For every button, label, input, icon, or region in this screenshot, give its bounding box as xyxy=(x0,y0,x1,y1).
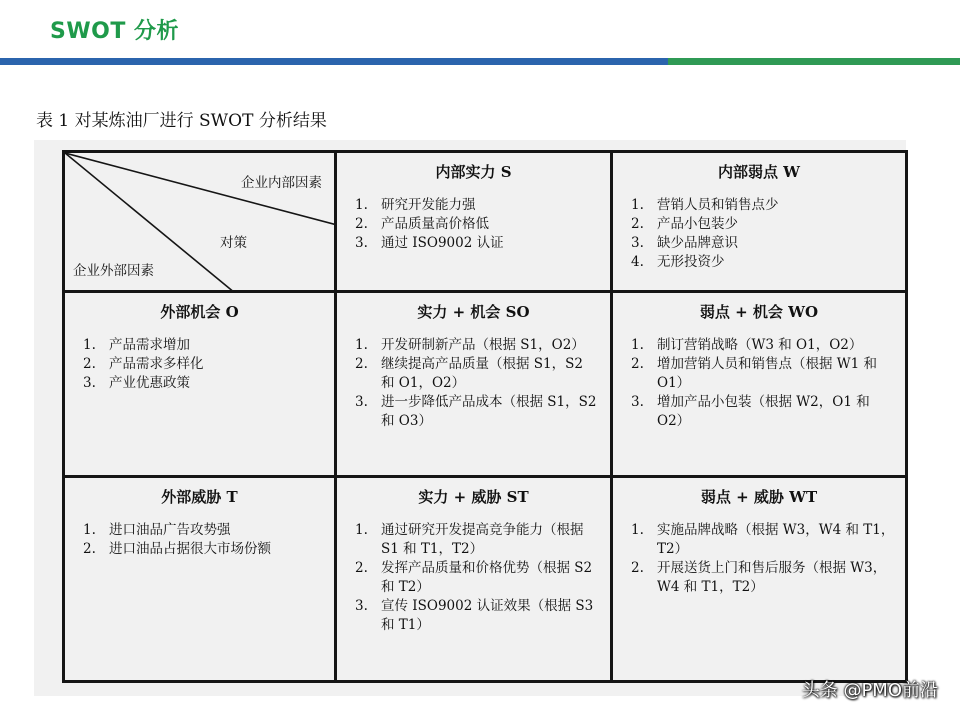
table-caption: 表 1 对某炼油厂进行 SWOT 分析结果 xyxy=(36,111,327,131)
scanned-table-image xyxy=(34,140,906,696)
item-text: 进口油品广告攻势强 xyxy=(109,522,231,538)
strategy-label: 对策 xyxy=(220,235,247,251)
item-number: 3. xyxy=(355,394,368,410)
weaknesses-list xyxy=(613,196,905,272)
so-title: 实力 + 机会 SO xyxy=(417,303,530,321)
wo-list xyxy=(613,336,905,431)
list-item xyxy=(83,521,324,540)
item-number: 1. xyxy=(83,522,96,538)
item-number: 4. xyxy=(631,254,644,270)
opportunities-list xyxy=(65,336,334,393)
wo-cell xyxy=(612,292,907,477)
item-number: 3. xyxy=(631,235,644,251)
item-text: 增加产品小包装（根据 W2，O1 和 O2） xyxy=(657,394,870,429)
list-item xyxy=(355,196,600,215)
item-text: 产品小包装少 xyxy=(657,216,738,232)
header-rule-green xyxy=(668,58,960,65)
threats-cell xyxy=(64,477,336,682)
wt-list xyxy=(613,521,905,597)
list-item xyxy=(631,559,895,597)
external-factors-label: 企业外部因素 xyxy=(73,263,154,279)
item-number: 3. xyxy=(631,394,644,410)
item-number: 2. xyxy=(631,216,644,232)
internal-factors-label: 企业内部因素 xyxy=(241,175,322,191)
item-text: 发挥产品质量和价格优势（根据 S2 和 T2） xyxy=(381,560,593,595)
item-number: 2. xyxy=(631,356,644,372)
list-item xyxy=(631,215,895,234)
header-rule-blue xyxy=(0,58,668,65)
item-number: 3. xyxy=(355,598,368,614)
item-text: 宣传 ISO9002 认证效果（根据 S3 和 T1） xyxy=(381,598,594,633)
item-text: 通过研究开发提高竞争能力（根据 S1 和 T1，T2） xyxy=(381,522,584,557)
list-item xyxy=(355,215,600,234)
item-number: 2. xyxy=(355,560,368,576)
item-number: 3. xyxy=(355,235,368,251)
item-text: 研究开发能力强 xyxy=(381,197,476,213)
item-text: 开发研制新产品（根据 S1，O2） xyxy=(381,337,585,353)
list-item xyxy=(631,253,895,272)
item-text: 增加营销人员和销售点（根据 W1 和 O1） xyxy=(657,356,878,391)
so-cell xyxy=(336,292,612,477)
item-text: 通过 ISO9002 认证 xyxy=(381,235,504,251)
item-text: 产业优惠政策 xyxy=(109,375,190,391)
weaknesses-cell xyxy=(612,152,907,292)
item-text: 产品需求增加 xyxy=(109,337,190,353)
item-number: 1. xyxy=(355,197,368,213)
watermark: 头条 @PMO前沿 xyxy=(801,680,938,701)
st-title: 实力 + 威胁 ST xyxy=(418,488,529,506)
opportunities-cell xyxy=(64,292,336,477)
corner-cell xyxy=(64,152,336,292)
item-text: 制订营销战略（W3 和 O1，O2） xyxy=(657,337,863,353)
wo-title: 弱点 + 机会 WO xyxy=(699,303,819,321)
list-item xyxy=(355,355,600,393)
threats-title: 外部威胁 T xyxy=(161,488,238,506)
item-text: 开展送货上门和售后服务（根据 W3，W4 和 T1，T2） xyxy=(657,560,887,595)
item-number: 2. xyxy=(355,216,368,232)
item-number: 2. xyxy=(355,356,368,372)
list-item xyxy=(355,559,600,597)
item-number: 1. xyxy=(83,337,96,353)
item-number: 3. xyxy=(83,375,96,391)
list-item xyxy=(83,374,324,393)
wt-title: 弱点 + 威胁 WT xyxy=(700,488,818,506)
strengths-list xyxy=(337,196,610,253)
threats-list xyxy=(65,521,334,559)
wt-cell xyxy=(612,477,907,682)
list-item xyxy=(631,355,895,393)
strengths-title: 内部实力 S xyxy=(435,163,512,181)
weaknesses-title: 内部弱点 W xyxy=(717,163,801,181)
list-item xyxy=(355,597,600,635)
list-item xyxy=(631,196,895,215)
list-item xyxy=(355,521,600,559)
item-number: 2. xyxy=(83,541,96,557)
opportunities-title: 外部机会 O xyxy=(160,303,239,321)
item-text: 继续提高产品质量（根据 S1，S2 和 O1，O2） xyxy=(381,356,583,391)
item-number: 2. xyxy=(83,356,96,372)
item-text: 产品需求多样化 xyxy=(109,356,204,372)
swot-table xyxy=(62,150,908,683)
list-item xyxy=(355,336,600,355)
item-text: 缺少品牌意识 xyxy=(657,235,738,251)
so-list xyxy=(337,336,610,431)
item-number: 2. xyxy=(631,560,644,576)
list-item xyxy=(631,234,895,253)
item-number: 1. xyxy=(631,522,644,538)
list-item xyxy=(631,393,895,431)
list-item xyxy=(631,336,895,355)
list-item xyxy=(355,393,600,431)
item-text: 产品质量高价格低 xyxy=(381,216,489,232)
item-text: 进一步降低产品成本（根据 S1，S2 和 O3） xyxy=(381,394,597,429)
item-text: 进口油品占据很大市场份额 xyxy=(109,541,271,557)
strengths-cell xyxy=(336,152,612,292)
item-text: 无形投资少 xyxy=(657,254,725,270)
item-number: 1. xyxy=(631,337,644,353)
item-number: 1. xyxy=(631,197,644,213)
list-item xyxy=(83,336,324,355)
st-cell xyxy=(336,477,612,682)
item-number: 1. xyxy=(355,337,368,353)
item-number: 1. xyxy=(355,522,368,538)
st-list xyxy=(337,521,610,635)
slide-title: SWOT 分析 xyxy=(50,19,179,44)
item-text: 实施品牌战略（根据 W3，W4 和 T1，T2） xyxy=(657,522,895,557)
list-item xyxy=(83,540,324,559)
list-item xyxy=(631,521,895,559)
item-text: 营销人员和销售点少 xyxy=(657,197,779,213)
list-item xyxy=(355,234,600,253)
list-item xyxy=(83,355,324,374)
